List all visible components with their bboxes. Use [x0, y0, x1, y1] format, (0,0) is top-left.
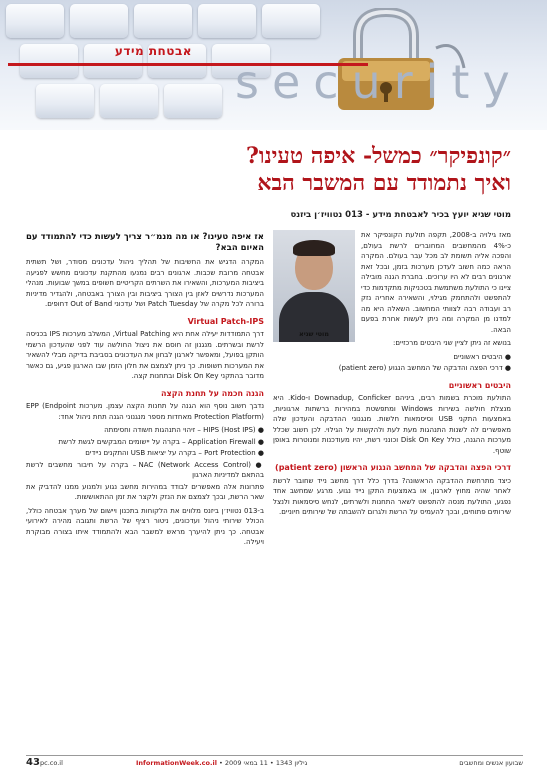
hero-banner [0, 0, 547, 130]
list-item: ● Port Protection – בקרה על יציאות USB והתקנים ניידים [85, 449, 264, 457]
author-photo [273, 230, 355, 342]
initial-aspects-text: התולעת מוכרת בשמות רבים, ביניהם Downadup, Conficker ו-Kido. היא מנצלת חולשה בשירות Windows ומתפשטת במהירות ברשתות ארגוניות, באמצעות התקני USB וסיסמאות חלשות. מנגנוני ההדבקה והעדכון שלה מאפשרים לה לשנות התנהגות מעת לעת ולהקשות על הגילוי. לכן חשוב שכלל מערכות ההגנה, כולל Disk On Key וכונני רשת, יהיו מעודכנות ומנוטרות באופן שוטף. [273, 394, 512, 455]
headline-line-1: ״קונפיקר״ כמשל- איפה טעינו? [245, 143, 511, 169]
list-item: ● היבטים ראשוניים [453, 352, 511, 361]
footer-tagline: שבועון אנשים ומחשבים [459, 759, 523, 767]
where-we-failed-text: המקרה הדגיש את החשיבות של תהליך ניהול עדכונים מסודר, ושל תשתית אבטחה מרובת שכבות. ארגונים רבים נמנעו מהתקנת עדכונים מחשש לפגיעה ביציבות המערכות, והשאירו את השרתים הקריטיים חשופים במשך שבועות. מנהלי המערכות נדרשים לאזן בין הצורך ביציבות ובין הצורך באבטחה, ולהגדיר מדיניות ברורה לכל מקרה של Patch Tuesday ושל עדכוני Out of Band דחופים. [26, 258, 264, 308]
security-title: security [235, 55, 523, 109]
list-item: ● NAC (Network Access Control) – בקרה על חיבור מחשבים לרשת בהתאם למדיניות הארגון [26, 460, 264, 479]
photo-caption: מוטי שגיא [298, 329, 329, 338]
subheading-initial-aspects: היבטים ראשוניים [448, 380, 511, 390]
footer-site-link[interactable]: pc.co.il [40, 759, 63, 767]
left-column [26, 232, 264, 551]
section-tag: אבטחת מידע [114, 44, 192, 58]
nac-text: פתרונות אלה מאפשרים לבודד במהירות מחשב נגוע ולמנוע ממנו להדביק את שאר הרשת, ובכך לצמצם את הנזק ולקצר את זמן ההתאוששות. [26, 482, 264, 501]
headline-line-2: ואיך נתמודד עם המשבר הבא [257, 170, 511, 196]
list-item: ● דרכי הפצה והדבקה של המחשב הנגוע (patient zero) [338, 364, 511, 372]
subheading-endpoint: הגנה חכמה על תחנת הקצה [161, 388, 264, 398]
virtual-patch-text: דרך התמודדות יעילה אחת היא Virtual Patching, המשלב מערכות IPS בכניסה לרשת ובשרתים. מנגנון זה חוסם את ניצול החולשה עוד לפני שהעדכון הרשמי הותקן בפועל, ומאפשר לארגון לבחון את העדכונים בסביבת בדיקה מבלי להשאיר את המערכות חשופות. כך ניתן לצמצם את חלון הזמן שבו הארגון פגיע, גם כאשר מדובר בהתקני Disk On Key ובתחנות קצה. [25, 330, 264, 380]
subheading-patient-zero: דרכי הפצה והדבקה של המחשב הנגוע הראשון (patient zero) [275, 463, 511, 472]
final-paragraph: ב-013 נטוויז׳ן ביזנס מלווים את הלקוחות בתכנון ויישום של מערך אבטחה כולל, הכולל שירותי ניהול ועדכונים, ניטור רציף של הרשת ותגובה מהירה לאירועי אבטחה. כך ניתן להיערך מראש למשבר הבא ולהתמודד איתו בצורה מבוקרת ויעילה. [26, 506, 264, 546]
page-number: 43 [26, 757, 40, 768]
article-headline [41, 143, 511, 197]
intro-paragraph: מאז גילויה ב-2008, תקפה תולעת הקונפיקר את כ-4% מהמחשבים המחוברים לרשת בעולם, והפכה אליה תשומת לב מכל עבר בעולם. המקרה הראה כמה חשוב לעדכן מערכות בזמן, ובכל זאת ארגונים רבים לא היו ערוכים. בחברת הגנה מובילה ציינו כי התולעת משתמשת בטכניקות מתקדמות כדי להתפשט ולהתחמק מגילוי, והשאירה אחריה נזק רב ועבודה רבה לצוותי המחשוב. השאלה היא מה למדנו מן המקרה ומה ניתן לעשות אחרת בפעם הבאה. [361, 231, 512, 334]
footer-brand-link[interactable]: InformationWeek.co.il [136, 759, 217, 767]
patient-zero-text: כיצד מתרחשת ההדבקה הראשונה? בדרך כלל דרך מחשב נייד שחובר לרשת לאחר שהיה מחוץ לארגון, או באמצעות התקן נייד נגוע. מרגע שמחשב אחד נפגע, התולעת מנסה להתפשט לשאר התחנות ולשרתים, לנחש סיסמאות ולנצל שירותים פתוחים, ובכך להעמיס על הרשת ולגרום להשבתה של שירותים חיוניים. [273, 476, 511, 516]
subheading-where-we-failed: אז איפה טעינו? או מה מנמ״ר צריך לעשות כדי להתמודד עם האיום הבא? [26, 232, 264, 253]
footer-issue: גיליון 1343 • 11 במאי 2009 • InformationWeek.co.il [136, 759, 308, 767]
byline: מוטי שגיא יועץ בכיר לאבטחת מידע - 013 נטוויז׳ן ביזנס [290, 210, 511, 220]
endpoint-text: נדבך חשוב נוסף הוא הגנה על תחנות הקצה עצמן. מערכות EPP (Endpoint Protection Platform) מאחדות מספר מנגנוני הגנה תחת ניהול אחד: [26, 402, 264, 421]
right-column [273, 230, 511, 521]
list-item: ● HIPS (Host IPS) – זיהוי התנהגות חשודה וחסימתה [104, 426, 264, 434]
subheading-virtual-patch: Virtual Patch-IPS [187, 316, 264, 326]
list-intro: בנושא זה ניתן לציין שני היבטים מרכזיים: [392, 339, 511, 347]
footer-rule [26, 755, 523, 756]
list-item: ● Application Firewall – בקרה על יישומים המבקשים לגשת לרשת [58, 437, 264, 446]
